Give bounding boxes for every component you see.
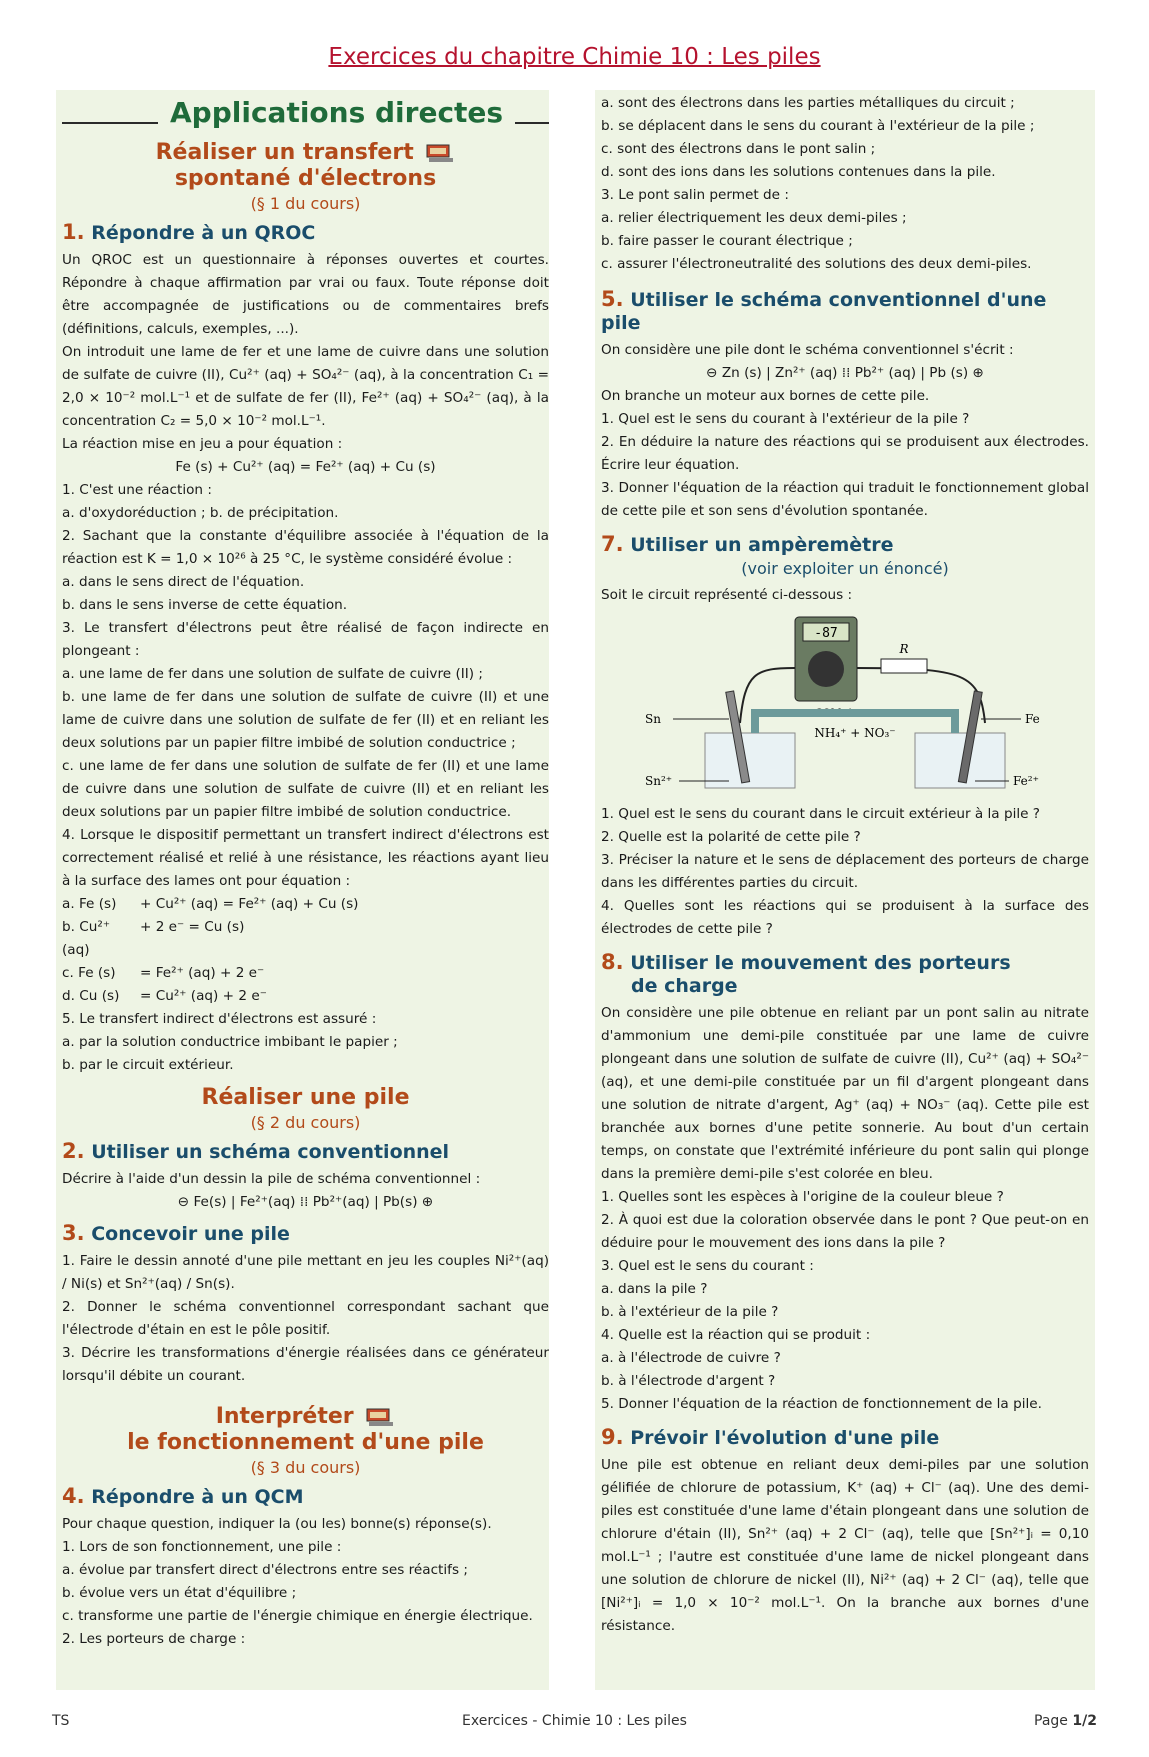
section-banner: [62, 96, 549, 140]
fe2-label: Fe²⁺: [1013, 774, 1039, 788]
question-line: a. une lame de fer dans une solution de sulfate de cuivre (II) ;: [62, 666, 483, 682]
ex2-text: Décrire à l'aide d'un dessin la pile de schéma conventionnel :: [62, 1171, 481, 1187]
footer-page: Page 1/2: [1034, 1713, 1097, 1729]
question-line: b. évolue vers un état d'équilibre ;: [62, 1585, 297, 1601]
banner-title: Applications directes: [158, 96, 515, 129]
question-line: c. une lame de fer dans une solution de sulfate de fer (II) et une lame de cuivre dans une solution de sulfate de cuivre (II) et en reliant les deux solutions par un papier filtre imbibé de solution conductrice.: [62, 758, 549, 820]
question-line: a. d'oxydoréduction ; b. de précipitation.: [62, 505, 339, 521]
question-line: a. évolue par transfert direct d'électrons entre ses réactifs ;: [62, 1562, 468, 1578]
question-line: 2. En déduire la nature des réactions qui se produisent aux électrodes. Écrire leur équation.: [601, 434, 1089, 473]
exercise-4-title: 4. Répondre à un QCM: [62, 1484, 304, 1508]
ex1-eq-intro: La réaction mise en jeu a pour équation :: [62, 436, 343, 452]
equation-row: a. Fe (s) + Cu²⁺ (aq) = Fe²⁺ (aq) + Cu (s): [62, 896, 359, 912]
ex2-schema: ⊖ Fe(s) | Fe²⁺(aq) ⁞⁞ Pb²⁺(aq) | Pb(s) ⊕: [177, 1194, 434, 1210]
equation-row: d. Cu (s) = Cu²⁺ (aq) + 2 e⁻: [62, 988, 267, 1004]
footer-title: Exercices - Chimie 10 : Les piles: [462, 1713, 687, 1729]
question-line: 1. Quel est le sens du courant à l'extérieur de la pile ?: [601, 411, 970, 427]
section-title-interpret: Interpréter le fonctionnement d'une pile: [127, 1404, 484, 1455]
question-line: 3. Donner l'équation de la réaction qui traduit le fonctionnement global de cette pile et son sens d'évolution spontanée.: [601, 480, 1089, 519]
ex8-text: On considère une pile obtenue en reliant par un pont salin au nitrate d'ammonium une demi-pile constituée par une lame de cuivre plongeant dans une solution de sulfate de cuivre (II), Cu²⁺ (aq) + SO₄²⁻ (aq), et une demi-pile constituée par un fil d'argent plongeant dans une solution de nitrate d'argent, Ag⁺ (aq) + NO₃⁻ (aq). Cette pile est branchée aux bornes d'une petite sonnerie. Au bout d'un certain temps, on constate que l'extrémité inférieure du pont salin qui plonge dans la première demi-pile s'est colorée en bleu.: [601, 1005, 1089, 1182]
question-line: 4. Quelles sont les réactions qui se produisent à la surface des électrodes de cette pile ?: [601, 898, 1089, 937]
question-line: 4. Lorsque le dispositif permettant un transfert indirect d'électrons est correctement réalisé et relié à une résistance, les réactions ayant lieu à la surface des lames ont pour équation :: [62, 827, 549, 889]
section-title-pile: Réaliser une pile: [201, 1085, 410, 1110]
circuit-diagram: [645, 613, 1045, 793]
question-line: 5. Le transfert indirect d'électrons est assuré :: [62, 1011, 377, 1027]
question-line: 3. Le pont salin permet de :: [601, 187, 789, 203]
ex7-intro: Soit le circuit représenté ci-dessous :: [601, 587, 853, 603]
question-line: b. à l'électrode d'argent ?: [601, 1373, 776, 1389]
question-line: a. à l'électrode de cuivre ?: [601, 1350, 781, 1366]
ex9-text: Une pile est obtenue en reliant deux demi-piles par une solution gélifiée de chlorure de potassium, K⁺ (aq) + Cl⁻ (aq). Une des demi-piles est constituée d'une lame d'étain plongeant dans une solution de chlorure d'étain (II), Sn²⁺ (aq) + 2 Cl⁻ (aq), telle que [Sn²⁺]ᵢ = 0,10 mol.L⁻¹ ; l'autre est constituée d'une lame de nickel plongeant dans une solution de chlorure de nickel (II), Ni²⁺ (aq) + 2 Cl⁻ (aq), telle que [Ni²⁺]ᵢ = 1,0 × 10⁻² mol.L⁻¹. On la branche aux bornes d'une résistance.: [601, 1457, 1089, 1634]
equation-row: c. Fe (s) = Fe²⁺ (aq) + 2 e⁻: [62, 965, 265, 981]
page-title: Exercices du chapitre Chimie 10 : Les piles: [328, 44, 821, 70]
question-line: b. faire passer le courant électrique ;: [601, 233, 853, 249]
question-line: Pour chaque question, indiquer la (ou les) bonne(s) réponse(s).: [62, 1516, 492, 1532]
exercise-8-title: 8. Utiliser le mouvement des porteurs de charge: [601, 950, 1011, 997]
question-line: 2. À quoi est due la coloration observée dans le pont ? Que peut-on en déduire pour le mouvement des ions dans la pile ?: [601, 1212, 1089, 1251]
question-line: b. dans le sens inverse de cette équation.: [62, 597, 348, 613]
right-column: [595, 90, 1095, 1690]
question-line: 1. C'est une réaction :: [62, 482, 212, 498]
question-line: 4. Quelle est la réaction qui se produit :: [601, 1327, 871, 1343]
exercise-9-title: 9. Prévoir l'évolution d'une pile: [601, 1425, 940, 1449]
section-ref: (§ 3 du cours): [250, 1458, 361, 1477]
question-line: b. à l'extérieur de la pile ?: [601, 1304, 779, 1320]
question-line: a. sont des électrons dans les parties métalliques du circuit ;: [601, 95, 1015, 111]
question-line: 2. Les porteurs de charge :: [62, 1631, 246, 1647]
left-column: [56, 90, 549, 1690]
ex1-equation: Fe (s) + Cu²⁺ (aq) = Fe²⁺ (aq) + Cu (s): [175, 459, 436, 475]
ex1-intro: Un QROC est un questionnaire à réponses ouvertes et courtes. Répondre à chaque affirmation par vrai ou faux. Toute réponse doit être accompagnée de justifications ou de commentaires brefs (définitions, calculs, exemples, ...).: [62, 252, 549, 337]
ma-label: mA: [837, 708, 854, 719]
question-line: 2. Donner le schéma conventionnel correspondant sachant que l'électrode d'étain en est le pôle positif.: [62, 1299, 549, 1338]
question-line: a. par la solution conductrice imbibant le papier ;: [62, 1034, 398, 1050]
resistor: [881, 659, 927, 673]
sn-label: Sn: [645, 712, 661, 726]
question-line: d. sont des ions dans les solutions contenues dans la pile.: [601, 164, 996, 180]
question-line: b. une lame de fer dans une solution de sulfate de cuivre (II) et une lame de cuivre dans une solution de sulfate de fer (II) et en reliant les deux solutions par un papier filtre imbibé de solution conductrice ;: [62, 689, 549, 751]
section-title-transfer: Réaliser un transfert spontané d'électrons: [62, 140, 549, 192]
question-line: 3. Décrire les transformations d'énergie réalisées dans ce générateur lorsqu'il débite un courant.: [62, 1345, 549, 1384]
question-line: c. sont des électrons dans le pont salin ;: [601, 141, 876, 157]
salt-bridge-label: NH₄⁺ + NO₃⁻: [814, 726, 896, 740]
resistor-label: R: [899, 642, 909, 656]
question-line: 3. Le transfert d'électrons peut être réalisé de façon indirecte en plongeant :: [62, 620, 549, 659]
question-line: c. transforme une partie de l'énergie chimique en énergie électrique.: [62, 1608, 533, 1624]
meter-dial: [808, 651, 844, 687]
question-line: 1. Quel est le sens du courant dans le circuit extérieur à la pile ?: [601, 806, 1041, 822]
question-line: a. dans le sens direct de l'équation.: [62, 574, 305, 590]
question-line: a. dans la pile ?: [601, 1281, 708, 1297]
equation-row: b. Cu²⁺ (aq) + 2 e⁻ = Cu (s): [62, 919, 245, 958]
section-ref: (§ 1 du cours): [250, 194, 361, 213]
question-line: 1. Lors de son fonctionnement, une pile :: [62, 1539, 342, 1555]
exercise-1-title: 1. Répondre à un QROC: [62, 220, 316, 244]
ex5-intro: On considère une pile dont le schéma conventionnel s'écrit :: [601, 342, 1014, 358]
question-line: 2. Quelle est la polarité de cette pile ?: [601, 829, 861, 845]
question-line: b. par le circuit extérieur.: [62, 1057, 234, 1073]
ex5-schema: ⊖ Zn (s) | Zn²⁺ (aq) ⁞⁞ Pb²⁺ (aq) | Pb (s) ⊕: [706, 365, 984, 381]
exercise-7-title: 7. Utiliser un ampèremètre: [601, 532, 894, 556]
question-line: 1. Faire le dessin annoté d'une pile mettant en jeu les couples Ni²⁺(aq) / Ni(s) et Sn²⁺(aq) / Sn(s).: [62, 1253, 549, 1292]
ex1-setup: On introduit une lame de fer et une lame de cuivre dans une solution de sulfate de cuivre (II), Cu²⁺ (aq) + SO₄²⁻ (aq), à la concentration C₁ = 2,0 × 10⁻² mol.L⁻¹ et de sulfate de fer (II), Fe²⁺ (aq) + SO₄²⁻ (aq), à la concentration C₂ = 5,0 × 10⁻² mol.L⁻¹.: [62, 344, 549, 429]
question-line: 1. Quelles sont les espèces à l'origine de la couleur bleue ?: [601, 1189, 1004, 1205]
exercise-5-title: 5. Utiliser le schéma conventionnel d'une pile: [601, 287, 1047, 334]
meter-display: -87: [814, 626, 838, 641]
question-line: a. relier électriquement les deux demi-piles ;: [601, 210, 907, 226]
section-ref: (§ 2 du cours): [250, 1113, 361, 1132]
com-label: COM: [815, 708, 842, 719]
question-line: 3. Quel est le sens du courant :: [601, 1258, 814, 1274]
footer-class: TS: [52, 1713, 70, 1729]
fe-label: Fe: [1025, 712, 1040, 726]
question-line: 3. Préciser la nature et le sens de déplacement des porteurs de charge dans les différentes parties du circuit.: [601, 852, 1089, 891]
exercise-3-title: 3. Concevoir une pile: [62, 1221, 290, 1245]
question-line: On branche un moteur aux bornes de cette pile.: [601, 388, 930, 404]
computer-icon: [425, 142, 455, 164]
question-line: 2. Sachant que la constante d'équilibre associée à l'équation de la réaction est K = 1,0 × 10²⁶ à 25 °C, le système considéré évolue :: [62, 528, 549, 567]
ex7-subtitle: (voir exploiter un énoncé): [741, 559, 949, 578]
question-line: 5. Donner l'équation de la réaction de fonctionnement de la pile.: [601, 1396, 1042, 1412]
sn2-label: Sn²⁺: [645, 774, 673, 788]
computer-icon: [365, 1406, 395, 1428]
question-line: b. se déplacent dans le sens du courant à l'extérieur de la pile ;: [601, 118, 1035, 134]
exercise-2-title: 2. Utiliser un schéma conventionnel: [62, 1139, 450, 1163]
question-line: c. assurer l'électroneutralité des solutions des deux demi-piles.: [601, 256, 1032, 272]
